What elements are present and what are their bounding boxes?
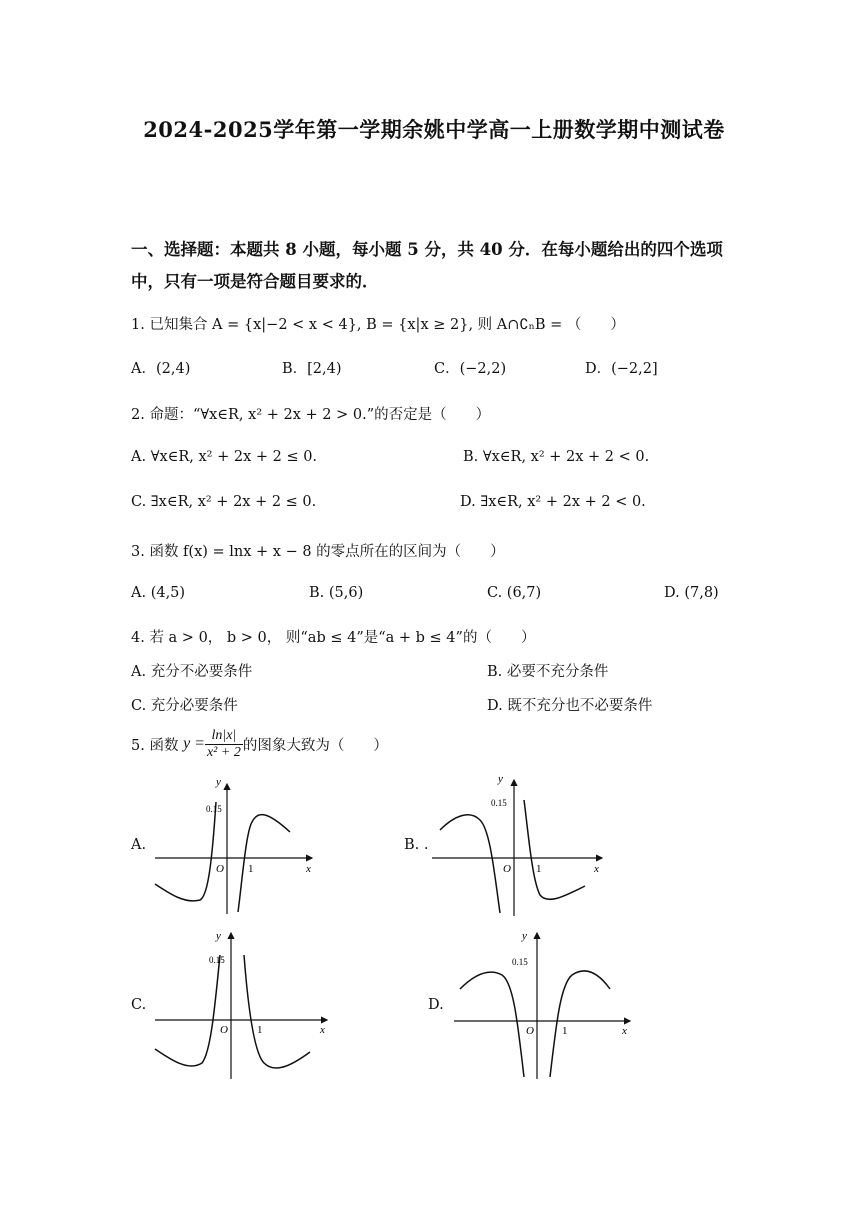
q5-option-c[interactable]: C. [131, 997, 147, 1013]
q2-option-c[interactable]: C. ∃x∈R, x² + 2x + 2 ≤ 0. [131, 494, 317, 510]
graph-c-x-label: x [320, 1024, 325, 1036]
graph-d-tick-label: 0.15 [512, 957, 528, 967]
q5-option-d[interactable]: D. [428, 997, 444, 1013]
q5-lhs: y = [183, 735, 205, 752]
graph-d-origin-label: O [526, 1025, 534, 1037]
q3-option-a[interactable]: A. (4,5) [131, 585, 186, 601]
graph-a-y-label: y [216, 776, 221, 788]
q5-fraction-numerator: ln|x| [205, 728, 243, 745]
graph-a-left-curve [155, 802, 216, 901]
page-title: 2024-2025学年第一学期余姚中学高一上册数学期中测试卷 [143, 117, 725, 142]
graph-b-x-label: x [594, 863, 599, 875]
graph-c-left-curve [155, 955, 220, 1066]
graph-b-left-curve [440, 815, 500, 913]
graph-c-tick-label: 0.15 [209, 955, 225, 965]
q4-option-a[interactable]: A. 充分不必要条件 [131, 664, 253, 680]
graph-c-origin-label: O [220, 1024, 228, 1036]
graph-a [150, 772, 320, 917]
q4-option-c[interactable]: C. 充分必要条件 [131, 698, 238, 714]
q4-option-d[interactable]: D. 既不充分也不必要条件 [487, 698, 653, 714]
graph-c-one-label: 1 [257, 1024, 263, 1036]
graph-a-one-label: 1 [248, 863, 254, 875]
question-3-stem: 3. 函数 f(x) = lnx + x − 8 的零点所在的区间为（ ） [131, 544, 505, 560]
q1-option-a[interactable]: A．(2,4) [131, 361, 191, 377]
graph-d [452, 927, 637, 1082]
q3-option-d[interactable]: D. (7,8) [664, 585, 719, 601]
q5-fraction-denominator: x² + 2 [206, 744, 241, 760]
graph-d-x-label: x [622, 1025, 627, 1037]
graph-d-one-label: 1 [562, 1025, 568, 1037]
question-5-stem [131, 724, 388, 764]
q1-option-d[interactable]: D．(−2,2] [585, 361, 658, 377]
q4-option-b[interactable]: B. 必要不充分条件 [487, 664, 609, 680]
section-heading-line1: 一、选择题：本题共 8 小题，每小题 5 分，共 40 分．在每小题给出的四个选项 [131, 240, 723, 259]
graph-b-y-label: y [498, 773, 503, 785]
graph-c [150, 927, 335, 1082]
q5-stem-prefix: 5. 函数 [131, 737, 179, 754]
graph-b [430, 770, 610, 920]
graph-a-origin-label: O [216, 863, 224, 875]
graph-c-y-label: y [216, 930, 221, 942]
graph-a-x-label: x [306, 863, 311, 875]
graph-d-y-label: y [522, 930, 527, 942]
graph-c-right-curve [244, 955, 310, 1068]
question-4-stem: 4. 若 a > 0， b > 0， 则“ab ≤ 4”是“a + b ≤ 4”的（ ） [131, 630, 536, 646]
q1-option-c[interactable]: C．(−2,2) [434, 361, 507, 377]
question-1-stem: 1. 已知集合 A = {x|−2 < x < 4}, B = {x|x ≥ 2}, 则 A∩∁ₙB = （ ） [131, 317, 625, 333]
q2-option-d[interactable]: D. ∃x∈R, x² + 2x + 2 < 0. [460, 494, 646, 510]
graph-a-right-curve [238, 815, 290, 912]
question-2-stem: 2. 命题：“∀x∈R, x² + 2x + 2 > 0.”的否定是（ ） [131, 407, 491, 423]
q2-option-a[interactable]: A. ∀x∈R, x² + 2x + 2 ≤ 0. [131, 449, 318, 465]
graph-d-right-curve [550, 971, 610, 1077]
q5-option-b[interactable]: B. . [404, 837, 429, 853]
q2-option-b[interactable]: B. ∀x∈R, x² + 2x + 2 < 0. [463, 449, 650, 465]
graph-b-one-label: 1 [536, 863, 542, 875]
q1-option-b[interactable]: B．[2,4) [282, 361, 342, 377]
graph-d-left-curve [460, 972, 524, 1077]
graph-b-tick-label: 0.15 [491, 798, 507, 808]
graph-b-origin-label: O [503, 863, 511, 875]
graph-b-right-curve [524, 800, 585, 899]
q5-fraction [205, 728, 243, 761]
graph-a-tick-label: 0.15 [206, 804, 222, 814]
q5-stem-suffix: 的图象大致为（ ） [242, 737, 388, 754]
q3-option-b[interactable]: B. (5,6) [309, 585, 364, 601]
q5-option-a[interactable]: A. [131, 837, 147, 853]
q3-option-c[interactable]: C. (6,7) [487, 585, 542, 601]
section-heading-line2: 中，只有一项是符合题目要求的． [131, 272, 379, 291]
